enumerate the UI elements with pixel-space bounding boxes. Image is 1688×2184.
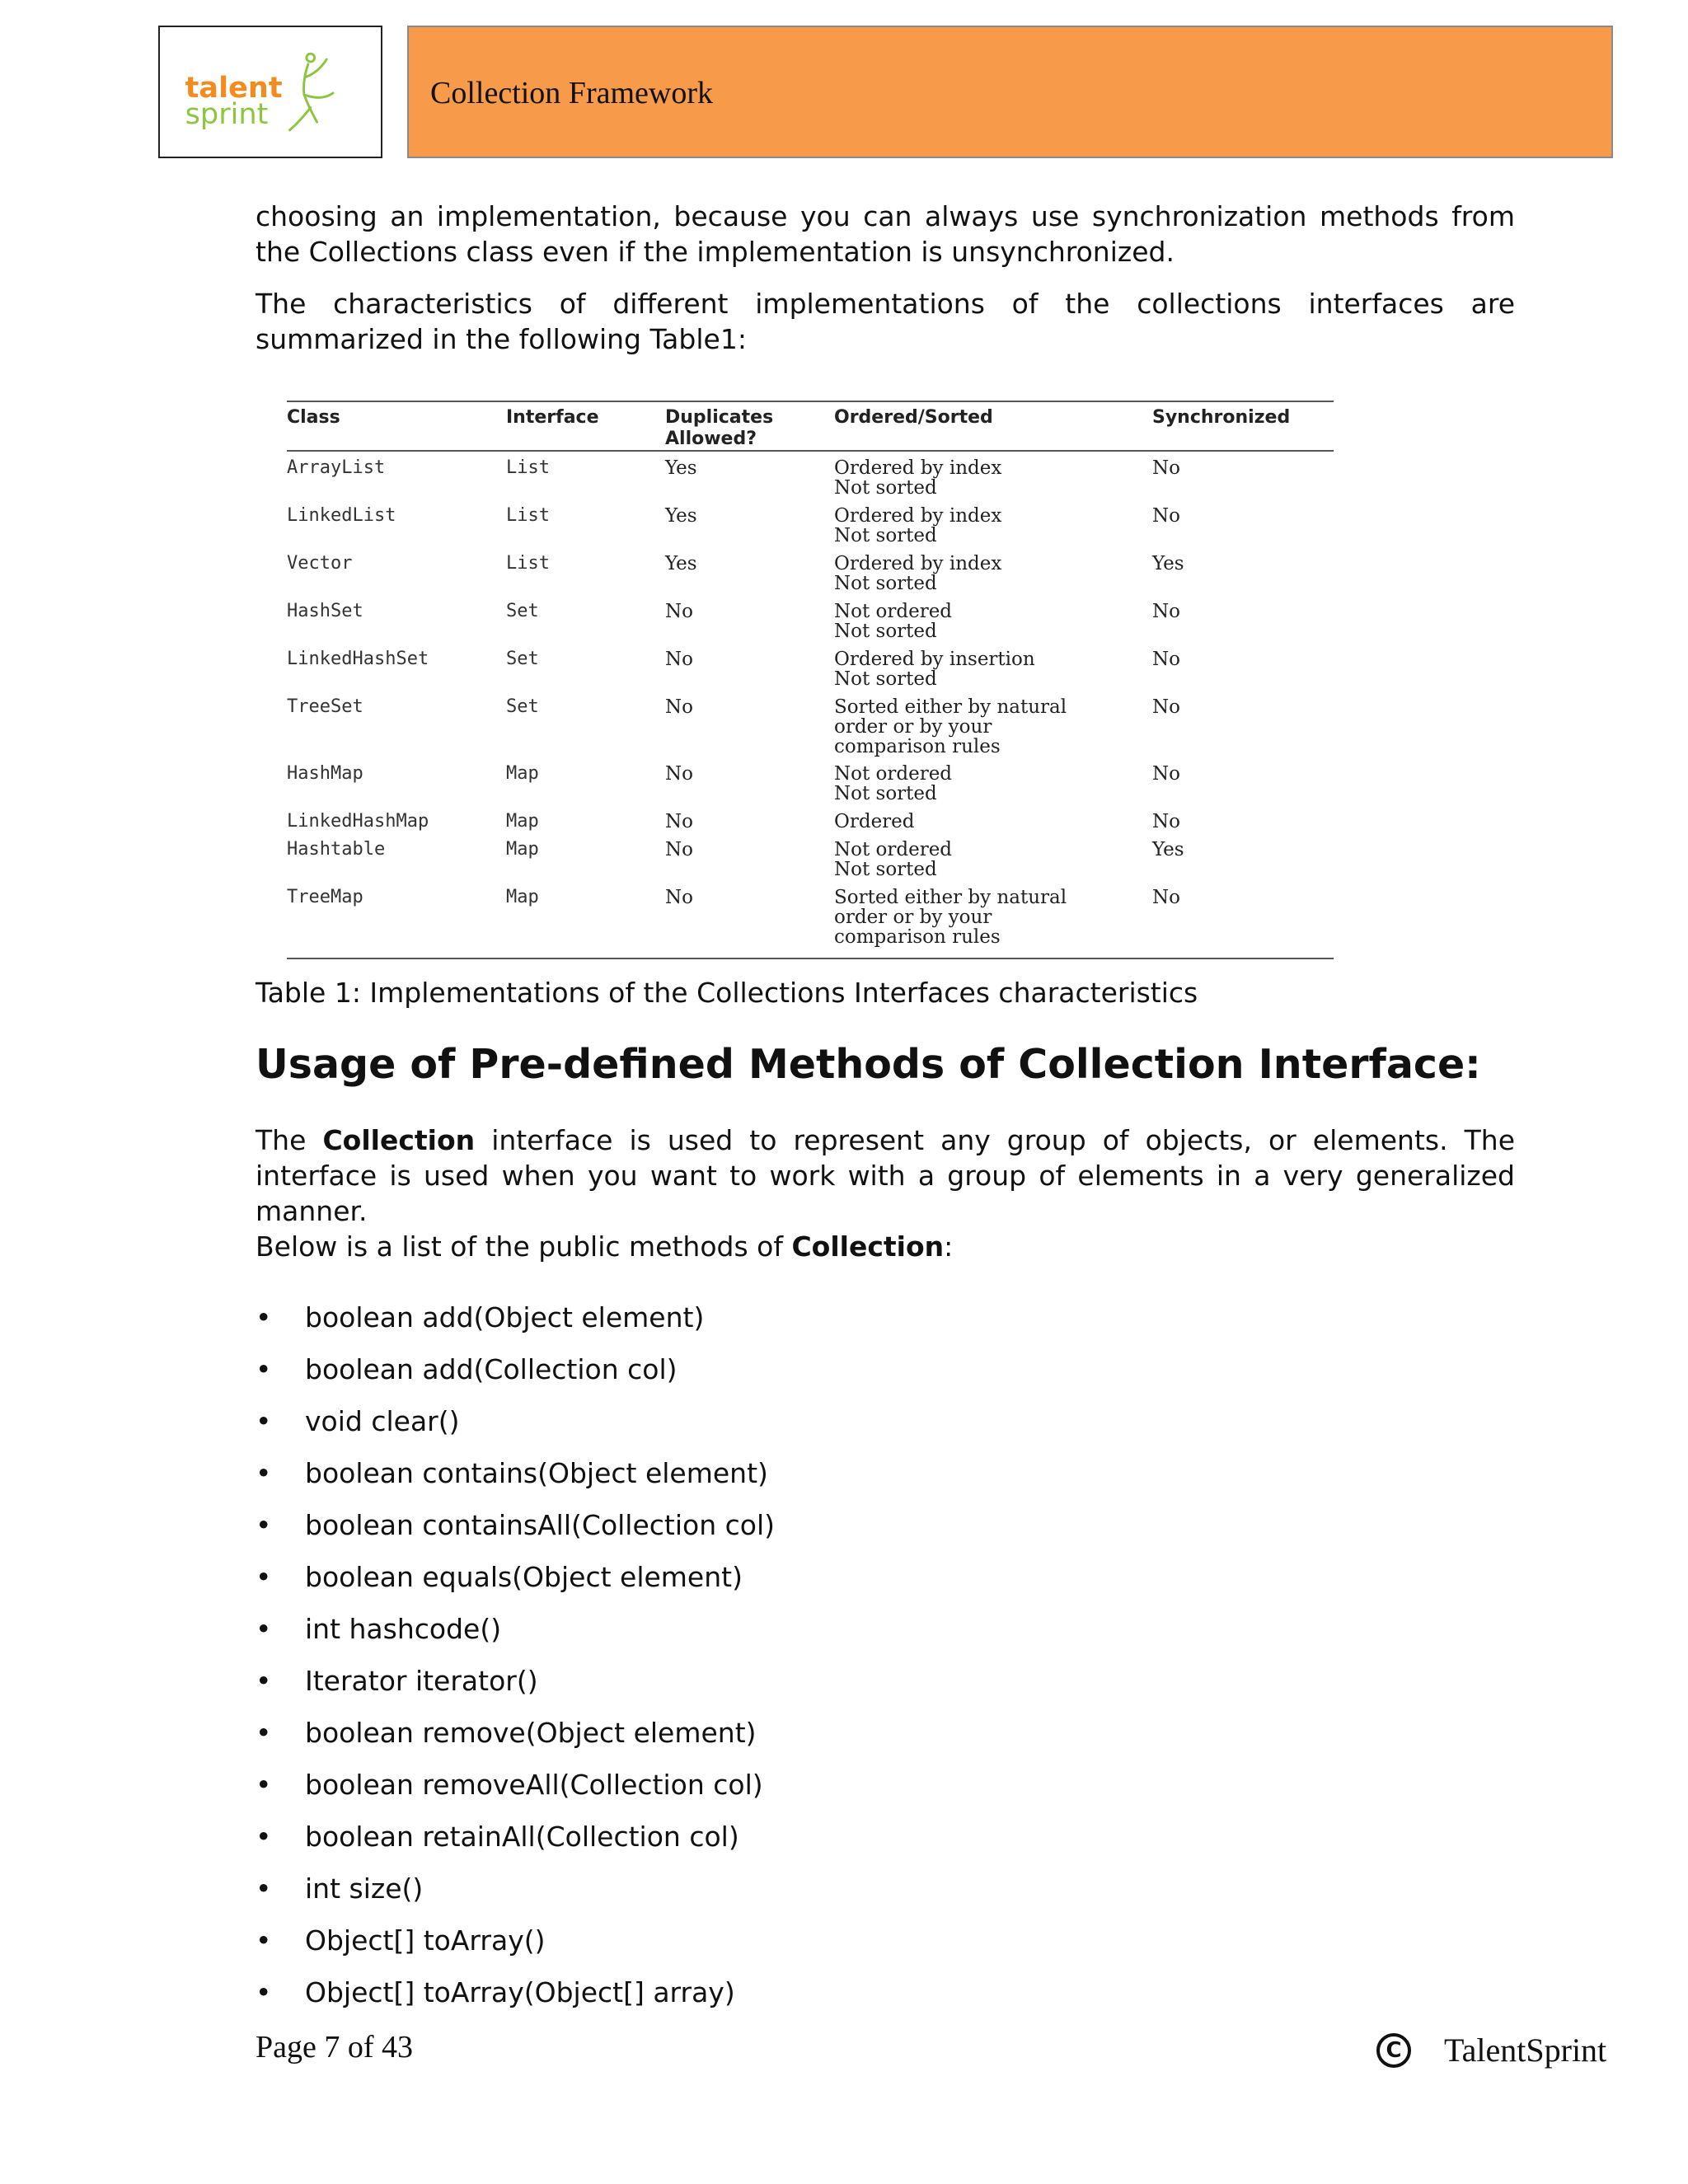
- method-item: [256, 1871, 775, 1923]
- bullet-icon: •: [256, 1405, 272, 1437]
- p4-post: :: [944, 1230, 954, 1263]
- bullet-icon: •: [256, 1769, 272, 1801]
- cell-duplicates: No: [665, 887, 693, 908]
- bullet-icon: •: [256, 1613, 272, 1645]
- cell-interface: Set: [506, 649, 539, 669]
- header-class: Class: [287, 407, 340, 428]
- bullet-icon: •: [256, 1301, 272, 1333]
- cell-ordered-line: order or by your: [834, 907, 992, 928]
- cell-interface: Map: [506, 887, 539, 907]
- cell-ordered: [834, 888, 1106, 947]
- cell-class: Hashtable: [287, 839, 386, 860]
- cell-ordered-line: Sorted either by natural: [834, 887, 1067, 908]
- cell-class: ArrayList: [287, 457, 386, 478]
- header-title-bar: [407, 26, 1613, 158]
- table-caption: Table 1: Implementations of the Collections Interfaces characteristics: [256, 977, 1198, 1009]
- method-item: [256, 1507, 775, 1559]
- cell-ordered: [834, 812, 1106, 832]
- cell-ordered: [834, 602, 1106, 641]
- cell-class: TreeSet: [287, 696, 363, 717]
- cell-synchronized: No: [1152, 763, 1180, 785]
- cell-interface: Set: [506, 696, 539, 717]
- cell-ordered: [834, 764, 1106, 804]
- p3-pre: The: [256, 1124, 323, 1156]
- method-item: [256, 1455, 775, 1507]
- cell-duplicates: No: [665, 811, 693, 832]
- p4-pre: Below is a list of the public methods of: [256, 1230, 792, 1263]
- cell-class: TreeMap: [287, 887, 363, 907]
- p3-post: interface is used to represent any group of objects, or elements. The interface is used when you want to work with a group of elements in a very generalized manner.: [256, 1124, 1515, 1227]
- logo-text-talent: talent: [185, 70, 283, 105]
- bullet-icon: •: [256, 1561, 272, 1593]
- method-item: [256, 1767, 775, 1819]
- bullet-icon: •: [256, 1717, 272, 1749]
- cell-ordered-line: Not sorted: [834, 573, 937, 594]
- method-item: [256, 1715, 775, 1767]
- cell-ordered-line: comparison rules: [834, 926, 1001, 948]
- method-signature: boolean removeAll(Collection col): [305, 1769, 763, 1801]
- bullet-icon: •: [256, 1821, 272, 1853]
- cell-class: LinkedHashSet: [287, 649, 429, 669]
- cell-synchronized: Yes: [1152, 839, 1184, 860]
- method-item: [256, 1559, 775, 1611]
- header-duplicates: [665, 407, 773, 450]
- cell-ordered: [834, 697, 1106, 757]
- cell-duplicates: Yes: [665, 553, 697, 574]
- method-item: [256, 1352, 775, 1404]
- method-signature: boolean contains(Object element): [305, 1457, 768, 1489]
- p3-bold: Collection: [322, 1124, 476, 1156]
- method-signature: boolean remove(Object element): [305, 1717, 757, 1749]
- cell-interface: Map: [506, 763, 539, 784]
- cell-synchronized: No: [1152, 601, 1180, 622]
- header-interface: Interface: [506, 407, 599, 428]
- bullet-icon: •: [256, 1924, 272, 1957]
- cell-duplicates: No: [665, 649, 693, 670]
- cell-ordered-line: Not sorted: [834, 525, 937, 546]
- header-synchronized: Synchronized: [1152, 407, 1291, 428]
- section-heading: Usage of Pre-defined Methods of Collection Interface:: [256, 1041, 1481, 1088]
- cell-interface: Set: [506, 601, 539, 621]
- cell-class: LinkedList: [287, 505, 396, 526]
- method-item: [256, 1975, 775, 2027]
- bullet-icon: •: [256, 1976, 272, 2008]
- method-item: [256, 1300, 775, 1352]
- cell-ordered: [834, 649, 1106, 689]
- cell-synchronized: No: [1152, 505, 1180, 527]
- cell-interface: Map: [506, 811, 539, 832]
- cell-synchronized: No: [1152, 649, 1180, 670]
- cell-duplicates: No: [665, 763, 693, 785]
- cell-class: Vector: [287, 553, 353, 574]
- cell-class: HashMap: [287, 763, 363, 784]
- method-signature: void clear(): [305, 1405, 460, 1437]
- cell-ordered-line: Sorted either by natural: [834, 696, 1067, 718]
- method-signature: boolean equals(Object element): [305, 1561, 743, 1593]
- cell-synchronized: No: [1152, 811, 1180, 832]
- method-item: [256, 1663, 775, 1715]
- methods-intro: [256, 1229, 1515, 1264]
- cell-interface: List: [506, 553, 550, 574]
- cell-duplicates: No: [665, 601, 693, 622]
- cell-ordered-line: Not ordered: [834, 601, 953, 622]
- method-signature: Iterator iterator(): [305, 1665, 538, 1697]
- cell-synchronized: No: [1152, 887, 1180, 908]
- method-item: [256, 1611, 775, 1663]
- cell-ordered: [834, 840, 1106, 879]
- page-number: Page 7 of 43: [256, 2030, 414, 2064]
- p4-bold: Collection: [791, 1230, 945, 1263]
- intro-paragraph-2: The characteristics of different implementations of the collections interfaces are summarized in the following Table1:: [256, 288, 1515, 355]
- cell-ordered: [834, 506, 1106, 546]
- cell-duplicates: Yes: [665, 457, 697, 479]
- cell-ordered: [834, 458, 1106, 498]
- method-signature: boolean add(Object element): [305, 1301, 705, 1333]
- logo-text-sprint: sprint: [185, 97, 269, 132]
- cell-ordered-line: Not sorted: [834, 783, 937, 804]
- cell-ordered-line: Not sorted: [834, 621, 937, 642]
- copyright-icon: C: [1376, 2033, 1411, 2068]
- method-signature: boolean add(Collection col): [305, 1353, 678, 1385]
- header-ordered: Ordered/Sorted: [834, 407, 993, 428]
- cell-synchronized: Yes: [1152, 553, 1184, 574]
- cell-ordered-line: Ordered by index: [834, 553, 1002, 574]
- bullet-icon: •: [256, 1872, 272, 1905]
- cell-interface: List: [506, 457, 550, 478]
- method-signature: Object[] toArray(): [305, 1924, 546, 1957]
- header-duplicates-line2: Allowed?: [665, 429, 757, 449]
- method-signature: int size(): [305, 1872, 424, 1905]
- table-top-rule: [287, 401, 1334, 402]
- method-signature: boolean containsAll(Collection col): [305, 1509, 775, 1541]
- cell-ordered-line: Not sorted: [834, 477, 937, 499]
- cell-class: LinkedHashMap: [287, 811, 429, 832]
- method-signature: boolean retainAll(Collection col): [305, 1821, 739, 1853]
- cell-ordered: [834, 554, 1106, 593]
- method-signature: int hashcode(): [305, 1613, 502, 1645]
- bullet-icon: •: [256, 1457, 272, 1489]
- table-header-rule: [287, 450, 1334, 452]
- table-bottom-rule: [287, 958, 1334, 959]
- cell-duplicates: No: [665, 696, 693, 718]
- method-item: [256, 1404, 775, 1455]
- cell-ordered-line: Not ordered: [834, 839, 953, 860]
- method-signature: Object[] toArray(Object[] array): [305, 1976, 735, 2008]
- logo-box: [158, 26, 382, 158]
- methods-list: [256, 1300, 775, 2027]
- method-item: [256, 1923, 775, 1975]
- bullet-icon: •: [256, 1665, 272, 1697]
- cell-ordered-line: Ordered: [834, 811, 915, 832]
- talentsprint-logo: [160, 27, 381, 157]
- cell-synchronized: No: [1152, 457, 1180, 479]
- runner-figure-icon: [289, 54, 333, 130]
- footer-copyright: [1376, 2031, 1606, 2069]
- cell-ordered-line: Not sorted: [834, 668, 937, 690]
- cell-ordered-line: Ordered by index: [834, 457, 1002, 479]
- cell-interface: Map: [506, 839, 539, 860]
- cell-ordered-line: comparison rules: [834, 736, 1001, 757]
- cell-interface: List: [506, 505, 550, 526]
- collection-description: [256, 1122, 1515, 1229]
- cell-ordered-line: Ordered by index: [834, 505, 1002, 527]
- cell-duplicates: No: [665, 839, 693, 860]
- cell-ordered-line: order or by your: [834, 716, 992, 738]
- cell-duplicates: Yes: [665, 505, 697, 527]
- cell-ordered-line: Ordered by insertion: [834, 649, 1035, 670]
- cell-synchronized: No: [1152, 696, 1180, 718]
- document-title: Collection Framework: [430, 76, 713, 110]
- footer-brand: TalentSprint: [1444, 2032, 1607, 2069]
- header-duplicates-line1: Duplicates: [665, 407, 774, 428]
- cell-ordered-line: Not ordered: [834, 763, 953, 785]
- intro-paragraph-1: choosing an implementation, because you can always use synchronization methods from the Collections class even if the implementation is unsynchronized.: [256, 200, 1515, 268]
- cell-class: HashSet: [287, 601, 363, 621]
- cell-ordered-line: Not sorted: [834, 859, 937, 880]
- bullet-icon: •: [256, 1353, 272, 1385]
- method-item: [256, 1819, 775, 1871]
- bullet-icon: •: [256, 1509, 272, 1541]
